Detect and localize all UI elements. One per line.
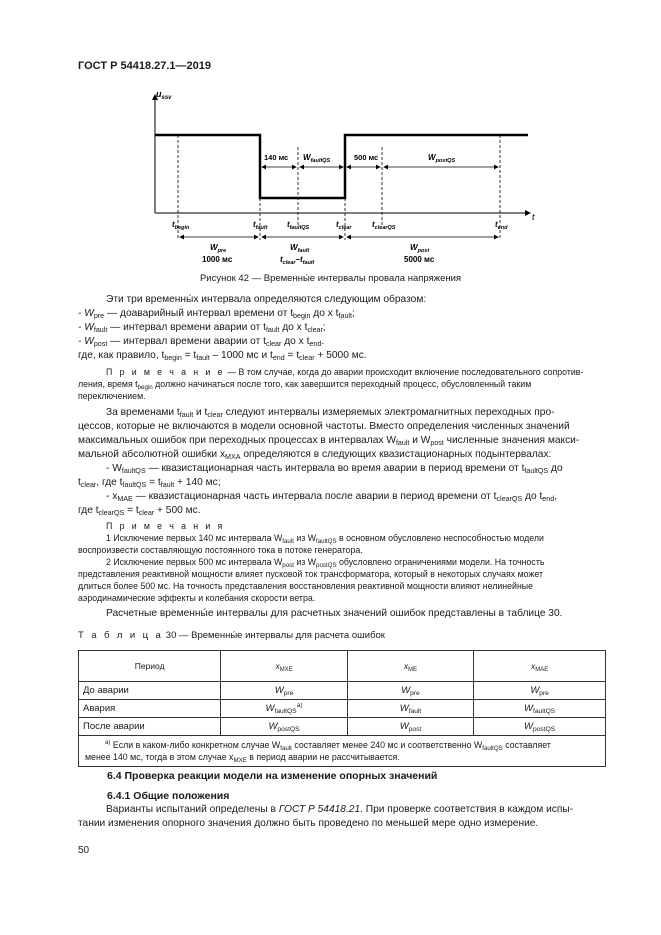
header-xmae: $x_{MAE}$ (474, 651, 606, 682)
definitions-list (78, 307, 606, 363)
section-6-4-heading: 6.4 Проверка реакции модели на изменение опорных значений (107, 770, 438, 782)
table-footnote-row (79, 736, 606, 767)
page-number: 50 (78, 845, 90, 856)
paragraph-2: За временами $t_{fault}$ и $t_{clear}$ следуют интервалы измеряемых электромагнитных переходных про- цессов, которые не включаются в модели основной частоты. Вместо определения численных значений максимальных ошибок при переходных процессах в интервалах $W_{fault}$ и $W_{post}$ численные значения макси- мальной абсолютной ошибки $x_{MXA}$ определяются в следующих квазистационарных подынтервалах: - $W_{faultQS}$ — квазистационарная часть интервала во время аварии в период времени от $t_{faultQS}$ до $t_{clear}$, где $t_{faultQS} = t_{fault} + 140$ мс; - $x_{MAE}$ — квазистационарная часть интервала после аварии в период времени от $t_{clearQS}$ до $t_{end}$, где $t_{clearQS} = t_{clear} + 500$ мс. (78, 407, 580, 517)
notes-2: П р и м е ч а н и я 1 Исключение первых 140 мс интервала $W_{fault}$ из $W_{faultQS}$ в основном обусловлено неспособностью модели воспроизвести составляющую постоянного тока в потоке генератора. 2 Исключение первых 500 мс интервала $W_{post}$ из $W_{postQS}$ обусловлено ограничениями модели. На точность представления реактивной мощности влияет пусковой ток трансформатора, который в некоторых случаях может длиться более 500 мс. На точность представления восстановления реактивной мощности влияют нелинейные аэродинамические эффекты и колебания скорости ветра. (78, 521, 545, 603)
table-row: Авария $W_{faultQS}^{a)}$ $W_{fault}$ $W_{faultQS}$ (79, 700, 606, 718)
table-row: После аварии $W_{postQS}$ $W_{post}$ $W_{postQS}$ (79, 718, 606, 736)
x-axis-label: t (532, 212, 535, 222)
label-wpost-val: 5000 мс (404, 255, 435, 264)
label-wpre: $W_{pre}$ (210, 243, 227, 254)
definition-wpost: - $W_{post}$ — интервал времени аварии от $t_{clear}$ до x $t_{end}$. (78, 336, 325, 348)
table-row: До аварии $W_{pre}$ $W_{pre}$ $W_{pre}$ (79, 682, 606, 700)
figure-caption: Рисунок 42 — Временны́е интервалы провала напряжения (199, 273, 462, 284)
paragraph-3: Расчетные временны́е интервалы для расчетных значений ошибок представлены в таблице 30. (106, 608, 563, 619)
header-period: Период (79, 651, 221, 682)
label-tfaultqs: $t_{faultQS}$ (287, 220, 310, 231)
note-1: П р и м е ч а н и е — В том случае, когда до аварии происходит включение последовательного сопротив- ления, время $t_{begin}$ должно начинаться после того, как завершится переходный процесс, обусловленный таким переключением. (78, 367, 584, 401)
label-wfaultqs-top: $W_{faultQS}$ (303, 153, 331, 164)
y-axis-label: $u_{ssv}$ (156, 89, 172, 101)
voltage-waveform (155, 135, 528, 198)
label-wfault-val: $t_{clear}-t_{fault}$ (280, 255, 315, 266)
label-tclear: $t_{clear}$ (336, 220, 352, 231)
definition-wfault: - $W_{fault}$ — интервал времени аварии от $t_{fault}$ до x $t_{clear}$; (78, 322, 326, 334)
section-6-4-1-heading: 6.4.1 Общие положения (107, 790, 230, 802)
label-500ms: 500 мс (354, 153, 379, 162)
label-wpost: $W_{post}$ (410, 243, 430, 254)
label-140ms: 140 мс (264, 153, 289, 162)
paragraph-4: Варианты испытаний определены в ГОСТ Р 54418.21. При проверке соответствия в каждом испы- тании изменения опорного значения должно быть проведено по меньшей мере одно измерение. (78, 804, 574, 829)
header-xme: $x_{ME}$ (347, 651, 473, 682)
label-wpostqs-top: $W_{postQS}$ (428, 153, 456, 164)
table-title: Т а б л и ц а 30 — Временны́е интервалы для расчета ошибок (78, 630, 385, 641)
label-tend: $t_{end}$ (495, 220, 508, 231)
label-wpre-val: 1000 мс (202, 255, 233, 264)
where-line: где, как правило, $t_{begin} = t_{fault} - 1000$ мс и $t_{end} = t_{clear} + 5000$ мс. (78, 350, 367, 362)
label-tclearqs: $t_{clearQS}$ (372, 220, 396, 231)
label-tfault: $t_{fault}$ (253, 220, 268, 231)
table-30 (78, 650, 606, 767)
label-wfault: $W_{fault}$ (290, 243, 310, 254)
table-footnote: $^{a)}$ Если в каком-либо конкретном случае $W_{fault}$ составляет менее 240 мс и соответственно $W_{faultQS}$ составляет менее 140 мс, тогда в этом случае $x_{MXE}$ в период аварии не рассчитывается. (79, 736, 606, 767)
label-tbegin: $t_{begin}$ (172, 220, 190, 231)
voltage-dip-figure (140, 85, 540, 270)
definition-wpre: - $W_{pre}$ — доаварийный интервал времени от $t_{begin}$ до x $t_{fault}$; (78, 308, 355, 320)
table-header-row (79, 651, 606, 682)
intro-paragraph: Эти три временны́х интервала определяются следующим образом: (106, 294, 427, 305)
header-xmxe: $x_{MXE}$ (221, 651, 347, 682)
document-header: ГОСТ Р 54418.27.1—2019 (78, 60, 212, 72)
